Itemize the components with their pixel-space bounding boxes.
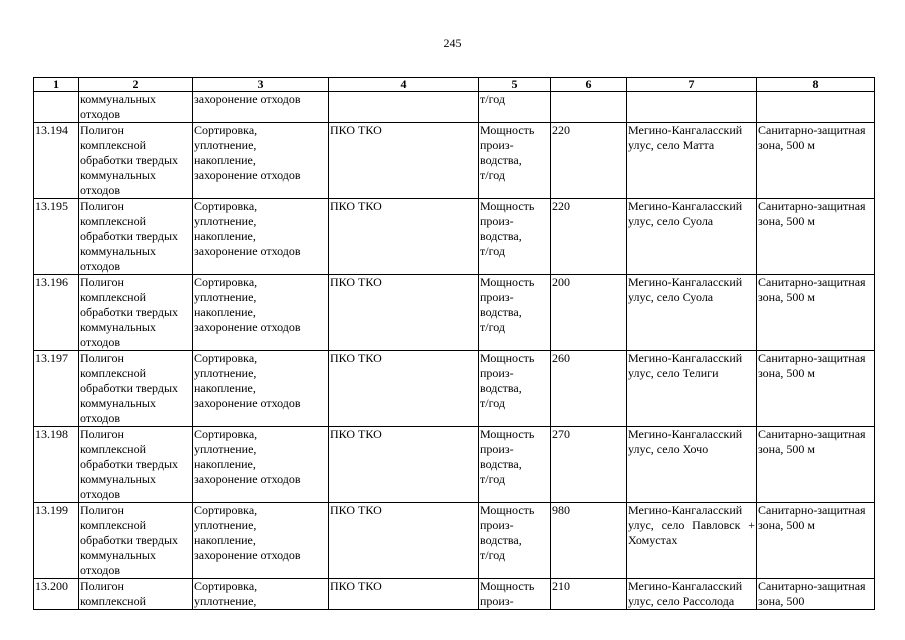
cell-zone: Санитарно-защитная зона, 500 м <box>757 199 875 275</box>
column-header: 4 <box>329 78 479 92</box>
table-row-continuation <box>34 92 875 123</box>
cell-location: Мегино-Кангаласский улус, село Павловск + Хомустах <box>627 503 757 579</box>
cell-location: Мегино-Кангаласский улус, село Рассолода <box>627 579 757 610</box>
cell-function: Сортировка, уплотнение, накопление, захоронение отходов <box>193 503 329 579</box>
cell-num: 13.200 <box>34 579 79 610</box>
cell-name: Полигон комплексной обработки твердых коммунальных отходов <box>79 199 193 275</box>
cell-type: ПКО ТКО <box>329 199 479 275</box>
column-header: 8 <box>757 78 875 92</box>
column-header: 5 <box>479 78 551 92</box>
cell-type: ПКО ТКО <box>329 579 479 610</box>
cell-function: Сортировка, уплотнение, накопление, захоронение отходов <box>193 427 329 503</box>
cell-name: Полигон комплексной <box>79 579 193 610</box>
cell-value <box>551 92 627 123</box>
cell-capacity: Мощность произ- водства, т/год <box>479 123 551 199</box>
cell-name: Полигон комплексной обработки твердых коммунальных отходов <box>79 275 193 351</box>
cell-type <box>329 92 479 123</box>
column-header: 2 <box>79 78 193 92</box>
cell-capacity: Мощность произ- водства, т/год <box>479 275 551 351</box>
table-row <box>34 275 875 351</box>
column-header: 1 <box>34 78 79 92</box>
cell-value: 220 <box>551 123 627 199</box>
cell-zone: Санитарно-защитная зона, 500 м <box>757 275 875 351</box>
cell-num: 13.197 <box>34 351 79 427</box>
objects-table <box>33 77 875 610</box>
cell-name: Полигон комплексной обработки твердых коммунальных отходов <box>79 351 193 427</box>
cell-num: 13.195 <box>34 199 79 275</box>
column-header: 6 <box>551 78 627 92</box>
cell-name: Полигон комплексной обработки твердых коммунальных отходов <box>79 123 193 199</box>
table-row <box>34 351 875 427</box>
cell-zone: Санитарно-защитная зона, 500 м <box>757 123 875 199</box>
table-row <box>34 503 875 579</box>
cell-num: 13.199 <box>34 503 79 579</box>
cell-zone <box>757 92 875 123</box>
cell-function: Сортировка, уплотнение, накопление, захоронение отходов <box>193 275 329 351</box>
cell-value: 260 <box>551 351 627 427</box>
cell-num: 13.194 <box>34 123 79 199</box>
table-row <box>34 427 875 503</box>
cell-value: 980 <box>551 503 627 579</box>
cell-function: Сортировка, уплотнение, <box>193 579 329 610</box>
table-row <box>34 199 875 275</box>
page-number: 245 <box>443 36 462 50</box>
cell-num: 13.196 <box>34 275 79 351</box>
cell-capacity: Мощность произ- <box>479 579 551 610</box>
cell-type: ПКО ТКО <box>329 427 479 503</box>
cell-zone: Санитарно-защитная зона, 500 м <box>757 503 875 579</box>
cell-capacity: Мощность произ- водства, т/год <box>479 427 551 503</box>
cell-num <box>34 92 79 123</box>
cell-location: Мегино-Кангаласский улус, село Суола <box>627 275 757 351</box>
cell-name: Полигон комплексной обработки твердых коммунальных отходов <box>79 503 193 579</box>
cell-function: захоронение отходов <box>193 92 329 123</box>
cell-name: коммунальных отходов <box>79 92 193 123</box>
column-header: 7 <box>627 78 757 92</box>
cell-location <box>627 92 757 123</box>
cell-value: 270 <box>551 427 627 503</box>
cell-value: 220 <box>551 199 627 275</box>
cell-capacity: т/год <box>479 92 551 123</box>
cell-location: Мегино-Кангаласский улус, село Хочо <box>627 427 757 503</box>
cell-type: ПКО ТКО <box>329 275 479 351</box>
cell-location: Мегино-Кангаласский улус, село Суола <box>627 199 757 275</box>
table-row <box>34 123 875 199</box>
cell-type: ПКО ТКО <box>329 123 479 199</box>
cell-function: Сортировка, уплотнение, накопление, захоронение отходов <box>193 199 329 275</box>
column-header: 3 <box>193 78 329 92</box>
cell-zone: Санитарно-защитная зона, 500 <box>757 579 875 610</box>
cell-type: ПКО ТКО <box>329 503 479 579</box>
cell-function: Сортировка, уплотнение, накопление, захоронение отходов <box>193 123 329 199</box>
cell-zone: Санитарно-защитная зона, 500 м <box>757 351 875 427</box>
cell-name: Полигон комплексной обработки твердых коммунальных отходов <box>79 427 193 503</box>
table-row <box>34 579 875 610</box>
cell-function: Сортировка, уплотнение, накопление, захоронение отходов <box>193 351 329 427</box>
cell-zone: Санитарно-защитная зона, 500 м <box>757 427 875 503</box>
cell-value: 200 <box>551 275 627 351</box>
cell-capacity: Мощность произ- водства, т/год <box>479 503 551 579</box>
cell-location: Мегино-Кангаласский улус, село Матта <box>627 123 757 199</box>
cell-type: ПКО ТКО <box>329 351 479 427</box>
cell-location: Мегино-Кангаласский улус, село Телиги <box>627 351 757 427</box>
cell-value: 210 <box>551 579 627 610</box>
cell-num: 13.198 <box>34 427 79 503</box>
table-header-row <box>34 78 875 92</box>
cell-capacity: Мощность произ- водства, т/год <box>479 351 551 427</box>
cell-capacity: Мощность произ- водства, т/год <box>479 199 551 275</box>
